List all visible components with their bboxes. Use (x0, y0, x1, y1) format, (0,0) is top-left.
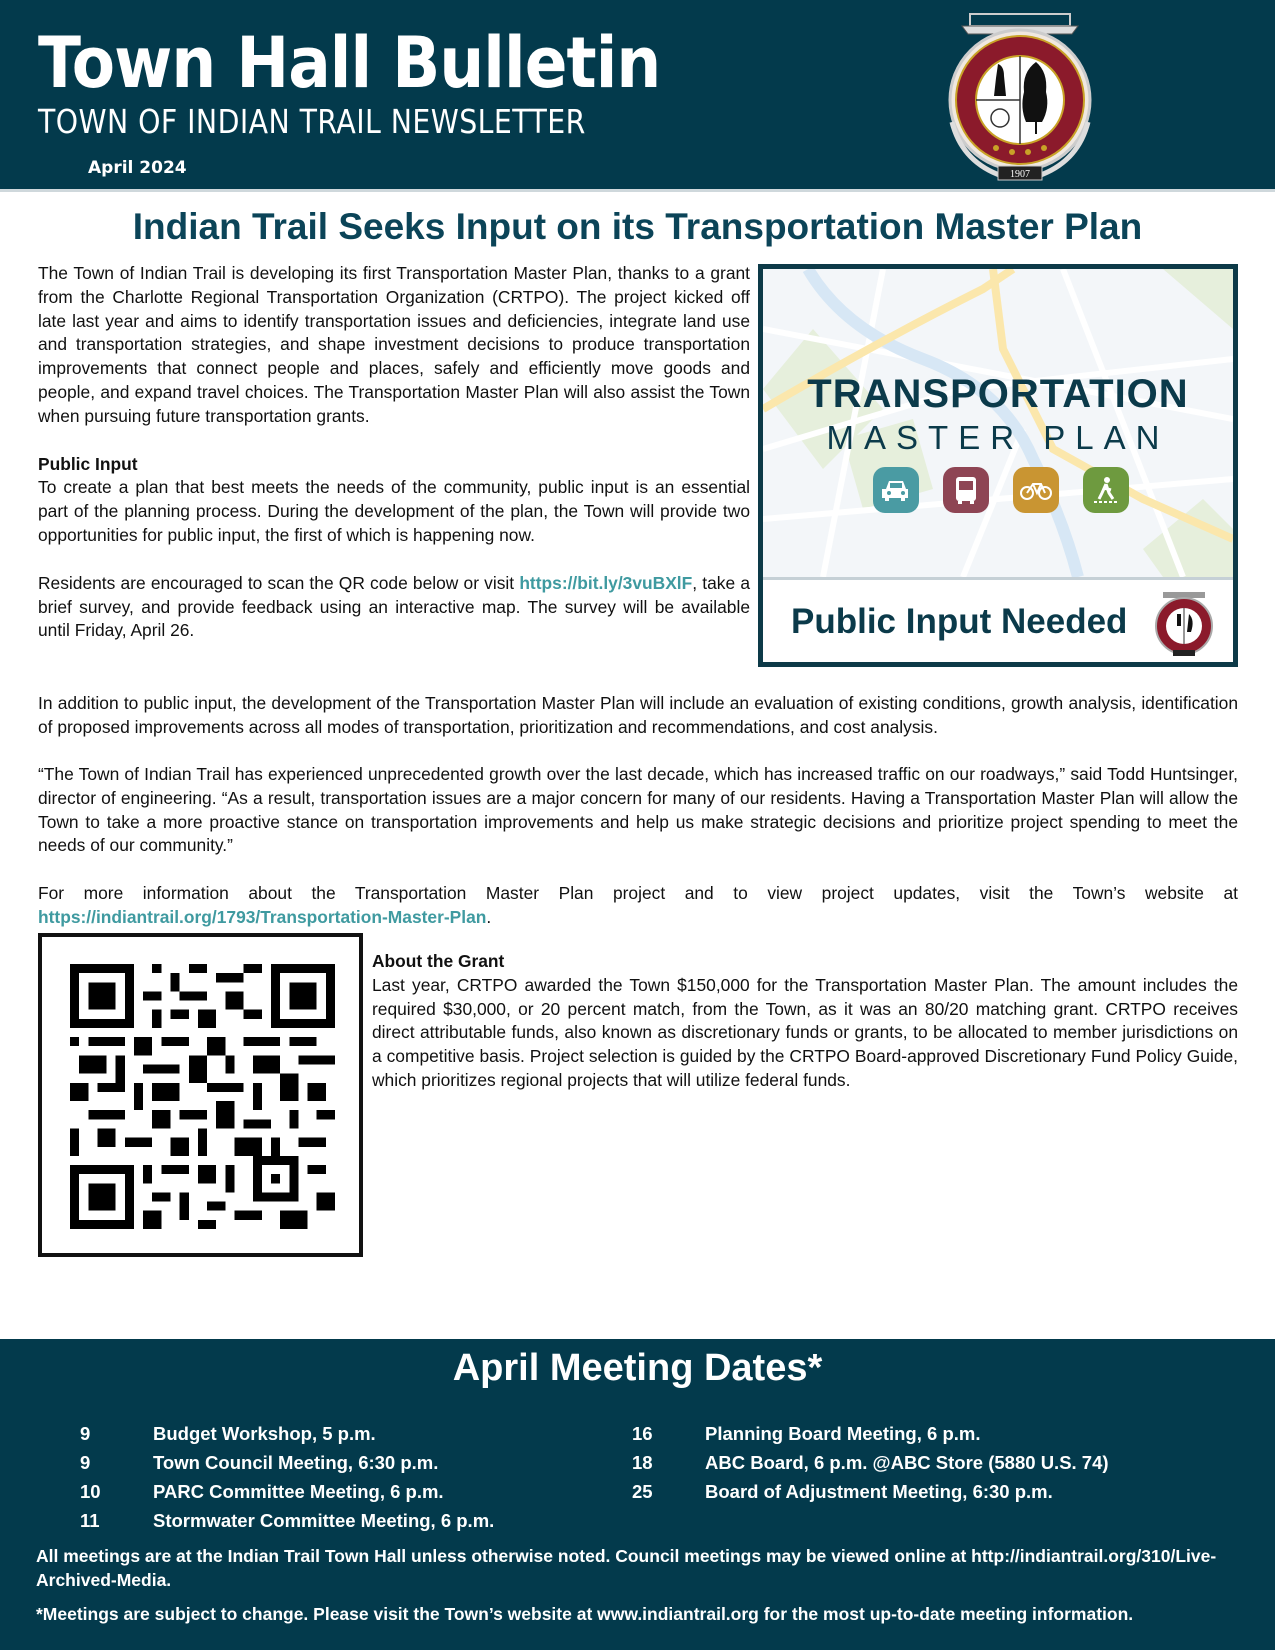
meeting-day: 16 (632, 1423, 653, 1444)
intro-paragraph: The Town of Indian Trail is developing its first Transportation Master Plan, thanks to a grant from the Charlotte Regional Transportation Organization (CRTPO). The project kicked off late last year and aims to identify transportation issues and deficiencies, integrate land use and transportation strategies, and shape investment decisions to produce transportation improvements that connect people and places, safely and efficiently move goods and people, and expand travel choices. The Transportation Master Plan will also assist the Town when pursuing future transportation grants. (38, 263, 750, 426)
meetings-location-note: All meetings are at the Indian Trail Town Hall unless otherwise noted. Council meetings may be viewed online at http://indiantrail.org/310/Live-Archived-Media. (36, 1546, 1217, 1590)
meeting-day: 25 (632, 1481, 653, 1502)
meeting-row (630, 1419, 1109, 1448)
residents-text-end: , take a brief survey, and provide feedback using an interactive map. The survey will be available until Friday, April 26. (38, 572, 750, 641)
more-info-text: For more information about the Transportation Master Plan project and to view project updates, visit the Town’s website at (38, 883, 1238, 903)
meeting-desc: ABC Board, 6 p.m. @ABC Store (5880 U.S. 74) (705, 1452, 1109, 1473)
graphic-subtitle: MASTER PLAN (826, 419, 1170, 456)
meeting-day: 9 (80, 1423, 91, 1444)
meeting-row (78, 1419, 494, 1448)
meeting-desc: Planning Board Meeting, 6 p.m. (705, 1423, 981, 1444)
about-grant-section (372, 950, 1238, 1093)
meeting-list-left (78, 1419, 494, 1535)
public-input-paragraph: To create a plan that best meets the needs of the community, public input is an essential part of the planning process. During the development of the plan, the Town will provide two opportunities for public input, the first of which is happening now. (38, 477, 750, 545)
meeting-desc: Board of Adjustment Meeting, 6:30 p.m. (705, 1481, 1053, 1502)
newsletter-subtitle: TOWN OF INDIAN TRAIL NEWSLETTER (38, 102, 586, 141)
meeting-day: 10 (80, 1481, 101, 1502)
town-seal-icon (940, 12, 1100, 184)
about-grant-paragraph: Last year, CRTPO awarded the Town $150,000 for the Transportation Master Plan. The amount includes the required $30,000, or 20 percent match, from the Town, as it was an 80/20 matching grant. CRTPO receives direct attributable funds, also known as discretionary funds or grants, to be allocated to member jurisdictions on a competitive basis. Project selection is guided by the CRTPO Board-approved Discretionary Fund Policy Guide, which prioritizes regional projects that will utilize federal funds. (372, 974, 1238, 1090)
qr-code-frame (38, 933, 363, 1257)
town-seal-small-icon (1153, 590, 1215, 658)
masthead (0, 0, 1275, 192)
development-paragraph: In addition to public input, the development of the Transportation Master Plan will include an evaluation of existing conditions, growth analysis, identification of proposed improvements across all modes of transportation, prioritization and recommendations, and cost analysis. (38, 693, 1238, 737)
meeting-list-right (630, 1419, 1109, 1506)
newsletter-title: Town Hall Bulletin (38, 22, 661, 104)
quote-paragraph: “The Town of Indian Trail has experienced unprecedented growth over the last decade, which has increased traffic on our roadways,” said Todd Huntsinger, director of engineering. “As a result, transportation issues are a major concern for many of our residents. Having a Transportation Master Plan will allow the Town to take a more proactive stance on transportation improvements and help us make strategic decisions and prioritize project spending to meet the needs of our community.” (38, 764, 1238, 856)
meeting-desc: Budget Workshop, 5 p.m. (153, 1423, 376, 1444)
bicycle-icon (1013, 467, 1059, 513)
graphic-title: TRANSPORTATION (807, 372, 1189, 416)
survey-link[interactable]: https://bit.ly/3vuBXlF (519, 572, 693, 593)
svg-text:1907: 1907 (1010, 169, 1030, 180)
public-input-needed-label: Public Input Needed (791, 602, 1128, 641)
meeting-day: 18 (632, 1452, 653, 1473)
meeting-row (78, 1448, 494, 1477)
meeting-row (630, 1477, 1109, 1506)
meeting-day: 9 (80, 1452, 91, 1473)
transportation-master-plan-graphic (758, 264, 1238, 667)
public-input-heading: Public Input (38, 453, 138, 474)
graphic-footer (763, 580, 1233, 667)
meeting-desc: Town Council Meeting, 6:30 p.m. (153, 1452, 439, 1473)
meetings-disclaimer: *Meetings are subject to change. Please visit the Town’s website at www.indiantrail.org for the most up-to-date meeting information. (36, 1604, 1134, 1624)
bus-icon (943, 467, 989, 513)
car-icon (873, 467, 919, 513)
meeting-desc: PARC Committee Meeting, 6 p.m. (153, 1481, 444, 1502)
article-intro-column (38, 262, 750, 667)
meeting-row (630, 1448, 1109, 1477)
more-info-period: . (486, 906, 492, 927)
about-grant-heading: About the Grant (372, 951, 505, 971)
pedestrian-icon (1083, 467, 1129, 513)
issue-date: April 2024 (88, 158, 187, 178)
residents-text: Residents are encouraged to scan the QR code below or visit (38, 572, 520, 593)
project-website-link[interactable]: https://indiantrail.org/1793/Transportation-Master-Plan (38, 906, 487, 927)
meeting-dates-title: April Meeting Dates* (452, 1347, 823, 1389)
residents-paragraph (38, 572, 750, 643)
meeting-row (78, 1506, 494, 1535)
meeting-dates-panel (0, 1339, 1275, 1650)
meeting-desc: Stormwater Committee Meeting, 6 p.m. (153, 1510, 495, 1531)
public-input-section (38, 453, 750, 548)
qr-code-icon[interactable] (70, 964, 335, 1229)
transport-mode-icons (873, 467, 1129, 513)
meeting-day: 11 (80, 1510, 100, 1531)
more-info-paragraph (38, 882, 1238, 930)
meeting-row (78, 1477, 494, 1506)
article-headline: Indian Trail Seeks Input on its Transportation Master Plan (132, 206, 1143, 247)
